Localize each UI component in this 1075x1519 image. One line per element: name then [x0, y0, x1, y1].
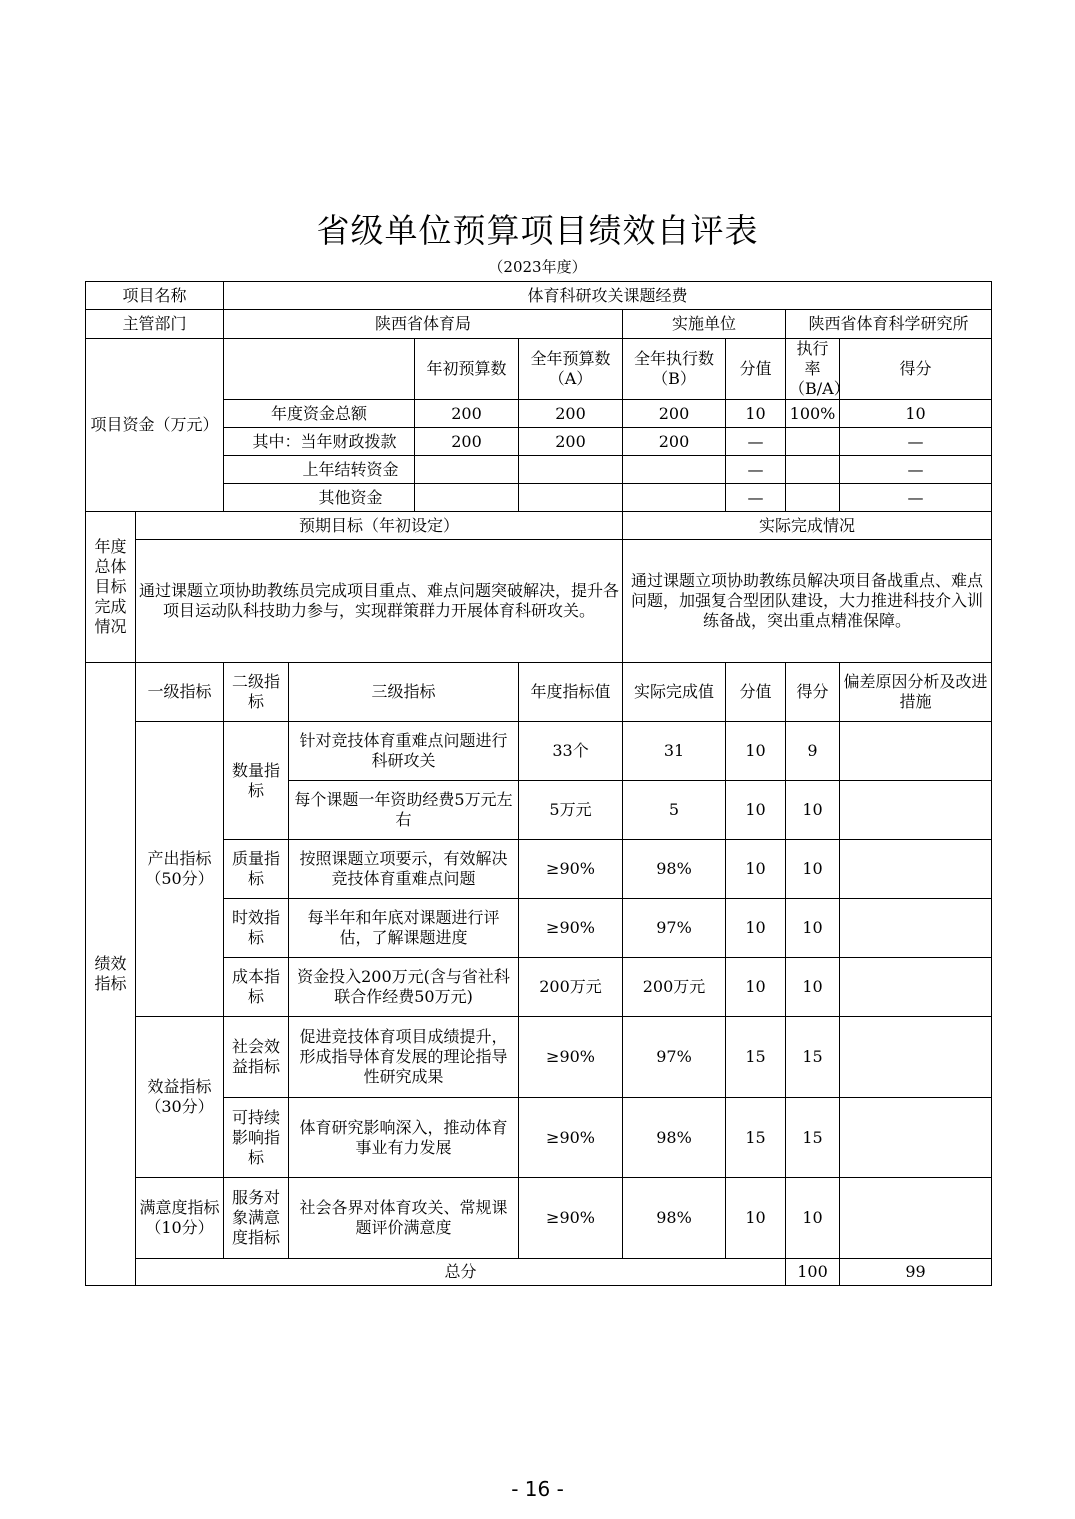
- funds-header-annual: 全年预算数（A）: [519, 339, 623, 400]
- funds-label: 项目资金（万元）: [86, 339, 224, 512]
- perf-l2: 社会效益指标: [224, 1017, 289, 1098]
- perf-l2: 数量指标: [224, 722, 289, 840]
- perf-header-l2: 二级指标: [224, 663, 289, 722]
- funds-header-score: 得分: [840, 339, 992, 400]
- perf-l3: 资金投入200万元(含与省社科联合作经费50万元): [289, 958, 519, 1017]
- perf-note: [840, 1178, 992, 1259]
- dept-label: 主管部门: [86, 310, 224, 339]
- perf-target: ≥90%: [519, 1178, 623, 1259]
- funds-row-annual: 200: [519, 428, 623, 456]
- perf-score: 10: [786, 899, 840, 958]
- impl-value: 陕西省体育科学研究所: [786, 310, 992, 339]
- perf-target: ≥90%: [519, 1098, 623, 1178]
- goals-expected-label: 预期目标（年初设定）: [136, 512, 623, 540]
- row-project-name: [86, 282, 992, 310]
- perf-header-actual: 实际完成值: [623, 663, 726, 722]
- goals-expected-text: 通过课题立项协助教练员完成项目重点、难点问题突破解决，提升各项目运动队科技助力参与，实现群策群力开展体育科研攻关。: [136, 540, 623, 663]
- perf-l1-satisfaction: 满意度指标（10分）: [136, 1178, 224, 1259]
- perf-score: 15: [786, 1017, 840, 1098]
- funds-row-init: 200: [415, 428, 519, 456]
- funds-row-score-value: 10: [726, 400, 786, 428]
- perf-value: 10: [726, 722, 786, 781]
- funds-row-annual: [519, 484, 623, 512]
- row-goals-header: [86, 512, 992, 540]
- funds-row-rate: [786, 484, 840, 512]
- perf-header-note: 偏差原因分析及改进措施: [840, 663, 992, 722]
- funds-header-rate: 执行率（B/A）: [786, 339, 840, 400]
- perf-target: 33个: [519, 722, 623, 781]
- funds-row-annual: 200: [519, 400, 623, 428]
- total-label: 总分: [136, 1259, 786, 1286]
- perf-value: 10: [726, 958, 786, 1017]
- perf-l3: 社会各界对体育攻关、常规课题评价满意度: [289, 1178, 519, 1259]
- funds-row-label: 年度资金总额: [224, 400, 415, 428]
- funds-header-exec: 全年执行数（B）: [623, 339, 726, 400]
- perf-score: 10: [786, 958, 840, 1017]
- perf-l3: 每个课题一年资助经费5万元左右: [289, 781, 519, 840]
- perf-actual: 5: [623, 781, 726, 840]
- perf-target: ≥90%: [519, 899, 623, 958]
- perf-actual: 98%: [623, 1178, 726, 1259]
- perf-actual: 98%: [623, 840, 726, 899]
- perf-row: [86, 1178, 992, 1259]
- goals-actual-label: 实际完成情况: [623, 512, 992, 540]
- perf-score: 15: [786, 1098, 840, 1178]
- row-perf-header: [86, 663, 992, 722]
- goals-actual-text: 通过课题立项协助教练员解决项目备战重点、难点问题，加强复合型团队建设，大力推进科技介入训练备战，突出重点精准保障。: [623, 540, 992, 663]
- form-year: （2023年度）: [488, 258, 587, 276]
- funds-row-score: —: [840, 484, 992, 512]
- funds-header-init: 年初预算数: [415, 339, 519, 400]
- perf-value: 10: [726, 781, 786, 840]
- perf-l3: 针对竞技体育重难点问题进行科研攻关: [289, 722, 519, 781]
- perf-l2: 可持续影响指标: [224, 1098, 289, 1178]
- funds-header-score-value: 分值: [726, 339, 786, 400]
- perf-target: ≥90%: [519, 840, 623, 899]
- perf-note: [840, 840, 992, 899]
- perf-l2: 时效指标: [224, 899, 289, 958]
- funds-row-rate: 100%: [786, 400, 840, 428]
- perf-note: [840, 722, 992, 781]
- funds-row-score: —: [840, 456, 992, 484]
- perf-label: 绩效指标: [86, 663, 136, 1286]
- row-department: [86, 310, 992, 339]
- funds-row-init: [415, 456, 519, 484]
- funds-row-exec: [623, 484, 726, 512]
- perf-score: 10: [786, 781, 840, 840]
- perf-note: [840, 1017, 992, 1098]
- perf-header-target: 年度指标值: [519, 663, 623, 722]
- funds-row-score: 10: [840, 400, 992, 428]
- perf-target: 5万元: [519, 781, 623, 840]
- perf-header-l3: 三级指标: [289, 663, 519, 722]
- perf-target: ≥90%: [519, 1017, 623, 1098]
- perf-note: [840, 781, 992, 840]
- perf-l3: 每半年和年底对课题进行评估，了解课题进度: [289, 899, 519, 958]
- row-total: [86, 1259, 992, 1286]
- funds-row-rate: [786, 428, 840, 456]
- perf-note: [840, 958, 992, 1017]
- perf-actual: 97%: [623, 899, 726, 958]
- evaluation-table: [85, 281, 992, 1286]
- perf-score: 9: [786, 722, 840, 781]
- perf-score: 10: [786, 840, 840, 899]
- perf-l1-benefit: 效益指标（30分）: [136, 1017, 224, 1178]
- perf-value: 15: [726, 1098, 786, 1178]
- perf-header-score: 得分: [786, 663, 840, 722]
- form-title: 省级单位预算项目绩效自评表: [316, 211, 759, 250]
- funds-row-rate: [786, 456, 840, 484]
- funds-row-label: 其他资金: [224, 484, 415, 512]
- funds-row-init: 200: [415, 400, 519, 428]
- funds-row-exec: 200: [623, 400, 726, 428]
- funds-row-exec: [623, 456, 726, 484]
- perf-actual: 31: [623, 722, 726, 781]
- perf-score: 10: [786, 1178, 840, 1259]
- funds-row-label: 其中：当年财政拨款: [224, 428, 415, 456]
- perf-l3: 按照课题立项要示，有效解决竞技体育重难点问题: [289, 840, 519, 899]
- page-number: - 16 -: [511, 1477, 564, 1501]
- perf-row: [86, 1017, 992, 1098]
- perf-header-value: 分值: [726, 663, 786, 722]
- funds-row-init: [415, 484, 519, 512]
- funds-row-score-value: —: [726, 456, 786, 484]
- perf-actual: 200万元: [623, 958, 726, 1017]
- perf-l2: 质量指标: [224, 840, 289, 899]
- perf-value: 10: [726, 1178, 786, 1259]
- perf-actual: 98%: [623, 1098, 726, 1178]
- funds-header-blank: [224, 339, 415, 400]
- total-value: 100: [786, 1259, 840, 1286]
- perf-value: 15: [726, 1017, 786, 1098]
- funds-row-score: —: [840, 428, 992, 456]
- funds-row-score-value: —: [726, 428, 786, 456]
- row-funds-header: [86, 339, 992, 400]
- perf-note: [840, 899, 992, 958]
- total-score: 99: [840, 1259, 992, 1286]
- perf-l2: 成本指标: [224, 958, 289, 1017]
- perf-l3: 促进竞技体育项目成绩提升，形成指导体育发展的理论指导性研究成果: [289, 1017, 519, 1098]
- funds-row-score-value: —: [726, 484, 786, 512]
- funds-row-exec: 200: [623, 428, 726, 456]
- perf-target: 200万元: [519, 958, 623, 1017]
- perf-header-l1: 一级指标: [136, 663, 224, 722]
- perf-value: 10: [726, 899, 786, 958]
- impl-label: 实施单位: [623, 310, 786, 339]
- perf-value: 10: [726, 840, 786, 899]
- perf-l2: 服务对象满意度指标: [224, 1178, 289, 1259]
- perf-l1-output: 产出指标（50分）: [136, 722, 224, 1017]
- project-name-label: 项目名称: [86, 282, 224, 310]
- funds-row-annual: [519, 456, 623, 484]
- funds-row-label: 上年结转资金: [224, 456, 415, 484]
- project-name-value: 体育科研攻关课题经费: [224, 282, 992, 310]
- dept-value: 陕西省体育局: [224, 310, 623, 339]
- goals-label: 年度总体目标完成情况: [86, 512, 136, 663]
- row-goals-content: [86, 540, 992, 663]
- perf-l3: 体育研究影响深入，推动体育事业有力发展: [289, 1098, 519, 1178]
- perf-row: [86, 722, 992, 781]
- perf-note: [840, 1098, 992, 1178]
- perf-actual: 97%: [623, 1017, 726, 1098]
